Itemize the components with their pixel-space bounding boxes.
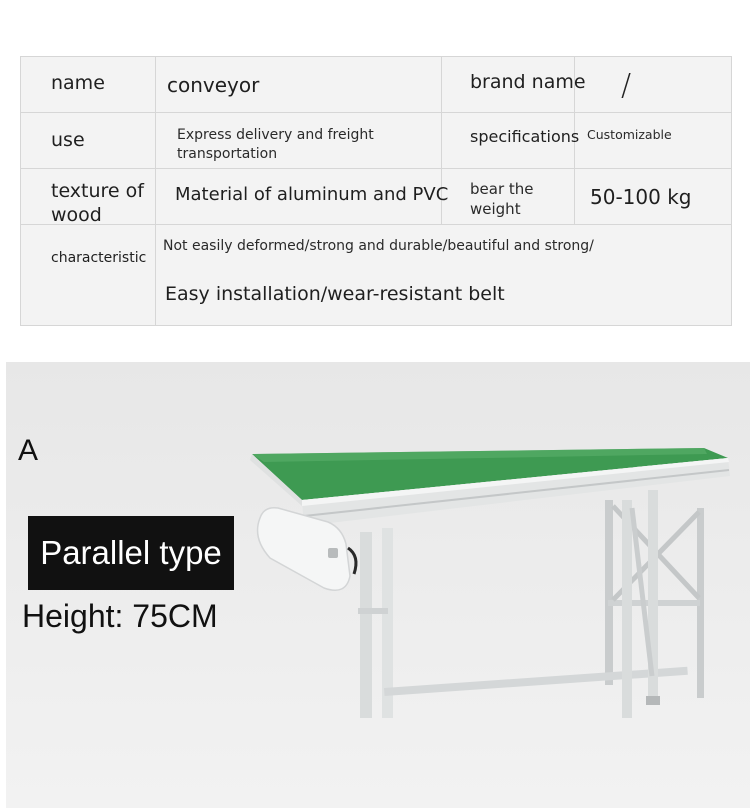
value-bear-weight: 50-100 kg (590, 185, 692, 209)
label-texture: texture of wood (51, 180, 144, 226)
product-photo (6, 362, 750, 808)
value-characteristic-line2: Easy installation/wear-resistant belt (165, 283, 505, 305)
value-use: Express delivery and freight transportation (177, 127, 374, 162)
label-brand-name: brand name (470, 71, 586, 93)
value-texture: Material of aluminum and PVC (175, 184, 449, 205)
label-characteristic: characteristic (51, 250, 147, 266)
height-label: Height: 75CM (22, 598, 218, 634)
label-use: use (51, 129, 85, 151)
label-specifications: specifications (470, 127, 580, 146)
label-name: name (51, 72, 105, 94)
type-badge: Parallel type (28, 516, 234, 590)
value-characteristic-line1: Not easily deformed/strong and durable/beautiful and strong/ (163, 238, 594, 254)
row-divider (21, 168, 731, 169)
conveyor-illustration (242, 448, 732, 718)
spec-table (20, 56, 732, 326)
label-bear-weight: bear the weight (470, 180, 534, 218)
value-specifications: Customizable (587, 127, 672, 142)
variant-letter: A (18, 434, 39, 467)
row-divider (21, 112, 731, 113)
value-brand-name: / (621, 68, 632, 103)
col-divider (155, 57, 156, 325)
value-name: conveyor (167, 73, 260, 97)
